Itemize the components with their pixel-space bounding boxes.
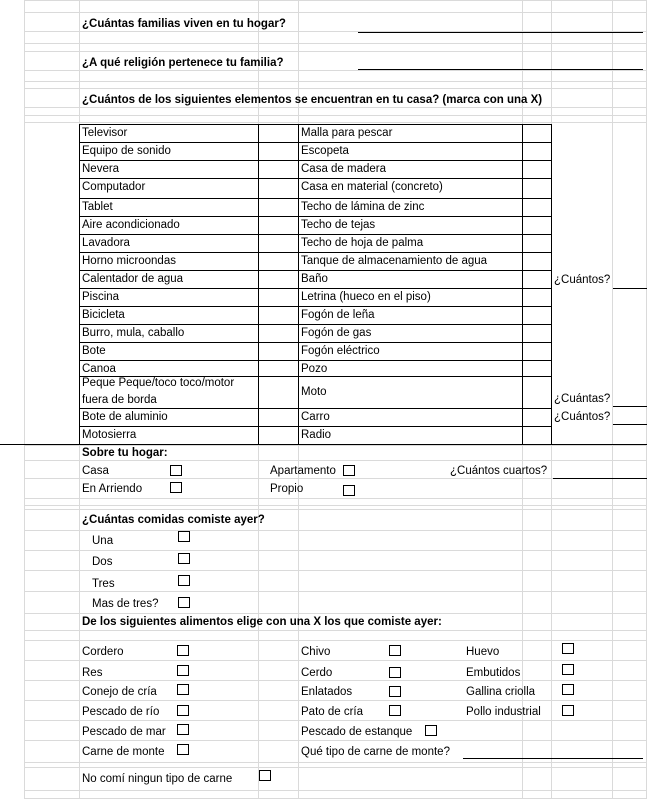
grid-row-line — [24, 505, 647, 506]
count-answer-line — [613, 424, 647, 425]
item-label: Moto — [301, 386, 327, 398]
pescado-rio-checkbox[interactable] — [177, 705, 189, 716]
item-label: Fogón de gas — [301, 327, 372, 339]
item-label: Motosierra — [82, 429, 137, 441]
grid-row-line — [24, 107, 647, 108]
question-families: ¿Cuántas familias viven en tu hogar? — [82, 18, 286, 30]
table-col-border — [298, 124, 299, 444]
pescado-mar-checkbox[interactable] — [177, 724, 189, 735]
item-label: Pozo — [301, 363, 328, 375]
food-label: Gallina criolla — [466, 686, 536, 698]
grid-row-line — [24, 88, 647, 89]
apartamento-checkbox[interactable] — [343, 465, 355, 476]
food-label: Embutidos — [466, 667, 521, 679]
item-label: Bicicleta — [82, 309, 125, 321]
table-col-border — [551, 124, 552, 444]
grid-row-line — [24, 12, 647, 13]
item-label: Tablet — [82, 201, 113, 213]
meal-option: Mas de tres? — [92, 598, 159, 610]
meals-question: ¿Cuántas comidas comiste ayer? — [82, 514, 265, 526]
count-label-moto: ¿Cuántas? — [554, 393, 611, 405]
item-label: Burro, mula, caballo — [82, 327, 185, 339]
grid-col-line — [612, 0, 613, 798]
food-label: Pollo industrial — [466, 706, 541, 718]
item-label: Horno microondas — [82, 255, 176, 267]
grid-row-line — [24, 700, 647, 701]
item-count-cell[interactable] — [523, 270, 551, 288]
table-row-border — [79, 288, 552, 289]
item-label: Televisor — [82, 127, 128, 139]
table-row-border — [79, 216, 552, 217]
grid-col-line — [24, 0, 25, 798]
res-checkbox[interactable] — [177, 665, 189, 676]
item-label: Letrina (hueco en el piso) — [301, 291, 431, 303]
food-label: Pescado de río — [82, 706, 160, 718]
embutidos-checkbox[interactable] — [562, 664, 574, 675]
conejo-checkbox[interactable] — [177, 684, 189, 695]
grid-row-line — [24, 498, 647, 499]
home-arriendo-label: En Arriendo — [82, 483, 143, 495]
table-row-border — [79, 234, 552, 235]
table-col-border — [79, 124, 80, 444]
table-row-border — [79, 306, 552, 307]
item-label: Radio — [301, 429, 332, 441]
arriendo-checkbox[interactable] — [170, 482, 182, 493]
item-label: Nevera — [82, 163, 120, 175]
cerdo-checkbox[interactable] — [389, 667, 401, 678]
table-row-border — [79, 270, 552, 271]
table-row-border — [79, 408, 552, 409]
huevo-checkbox[interactable] — [562, 643, 574, 654]
meal-option: Una — [92, 535, 114, 547]
table-row-border — [79, 198, 552, 199]
item-label: Techo de tejas — [301, 219, 376, 231]
item-label: Equipo de sonido — [82, 145, 171, 157]
question-religion: ¿A qué religión pertenece tu familia? — [82, 57, 284, 69]
grid-row-line — [24, 460, 647, 461]
table-row-border — [79, 252, 552, 253]
item-label: Casa de madera — [301, 163, 387, 175]
table-row-border — [79, 178, 552, 179]
casa-checkbox[interactable] — [170, 465, 182, 476]
grid-row-line — [24, 640, 647, 641]
item-label: Calentador de agua — [82, 273, 184, 285]
item-label: Carro — [301, 411, 330, 423]
grid-row-line — [24, 762, 647, 763]
foods-question: De los siguientes alimentos elige con una X los que comiste ayer: — [82, 616, 442, 628]
grid-row-line — [24, 790, 647, 791]
food-label: Huevo — [466, 646, 500, 658]
item-label: Techo de hoja de palma — [301, 237, 424, 249]
item-label: Piscina — [82, 291, 120, 303]
home-rooms-label: ¿Cuántos cuartos? — [450, 465, 548, 477]
table-row-border — [79, 324, 552, 325]
grid-row-line — [24, 767, 647, 768]
no-meat-label: No comí ningun tipo de carne — [82, 773, 233, 785]
propio-checkbox[interactable] — [343, 485, 355, 496]
grid-row-line — [24, 630, 647, 631]
pescado-estanque-checkbox[interactable] — [425, 725, 437, 736]
rooms-answer-line — [553, 478, 647, 479]
count-label-bano: ¿Cuántos? — [554, 274, 611, 286]
pollo-checkbox[interactable] — [562, 705, 574, 716]
item-label: fuera de borda — [82, 394, 157, 406]
food-label: Pato de cría — [301, 706, 364, 718]
item-label: Techo de lámina de zinc — [301, 201, 425, 213]
grid-row-line — [24, 51, 647, 52]
carne-monte-checkbox[interactable] — [177, 744, 189, 755]
table-row-border — [79, 426, 552, 427]
home-propio-label: Propio — [270, 483, 304, 495]
item-label: Escopeta — [301, 145, 349, 157]
religion-answer-line[interactable] — [358, 69, 643, 70]
food-label: Pescado de estanque — [301, 726, 413, 738]
food-label: Carne de monte — [82, 746, 165, 758]
item-label: Fogón de leña — [301, 309, 375, 321]
grid-row-line — [24, 43, 647, 44]
meal-option: Tres — [92, 578, 115, 590]
grid-row-line — [24, 530, 647, 531]
item-label: Fogón eléctrico — [301, 345, 380, 357]
food-label: Enlatados — [301, 686, 353, 698]
item-label: Bote de aluminio — [82, 411, 168, 423]
food-label: Pescado de mar — [82, 726, 166, 738]
grid-row-line — [24, 550, 647, 551]
no-meat-checkbox[interactable] — [259, 770, 271, 781]
home-casa-label: Casa — [82, 465, 109, 477]
table-row-border — [79, 342, 552, 343]
item-count-cell[interactable] — [523, 408, 551, 426]
grid-row-line — [24, 115, 647, 116]
meal-mas-checkbox[interactable] — [178, 597, 190, 608]
item-count-cell[interactable] — [523, 376, 551, 408]
food-label: Res — [82, 667, 103, 679]
item-label: Aire acondicionado — [82, 219, 180, 231]
section-divider — [0, 444, 647, 445]
table-row-border — [79, 160, 552, 161]
home-apartamento-label: Apartamento — [270, 465, 336, 477]
food-label: Qué tipo de carne de monte? — [301, 746, 450, 758]
item-label: Baño — [301, 273, 328, 285]
count-label-carro: ¿Cuántos? — [554, 411, 611, 423]
grid-row-line — [24, 660, 647, 661]
meal-tres-checkbox[interactable] — [178, 575, 190, 586]
food-label: Cerdo — [301, 667, 333, 679]
grid-row-line — [24, 81, 647, 82]
table-row-border — [79, 360, 552, 361]
grid-row-line — [24, 591, 647, 592]
grid-row-line — [24, 613, 647, 614]
grid-row-line — [24, 740, 647, 741]
meal-dos-checkbox[interactable] — [178, 553, 190, 564]
enlatados-checkbox[interactable] — [389, 686, 401, 697]
meal-una-checkbox[interactable] — [178, 531, 190, 542]
count-answer-line — [613, 406, 647, 407]
table-col-border — [258, 124, 259, 444]
cordero-checkbox[interactable] — [177, 645, 189, 656]
gallina-checkbox[interactable] — [562, 684, 574, 695]
item-label: Tanque de almacenamiento de agua — [301, 255, 488, 267]
food-label: Conejo de cría — [82, 686, 157, 698]
item-label: Lavadora — [82, 237, 130, 249]
chivo-checkbox[interactable] — [389, 645, 401, 656]
carne-monte-type-line[interactable] — [463, 758, 643, 759]
question-elements: ¿Cuántos de los siguientes elementos se encuentran en tu casa? (marca con una X) — [82, 94, 543, 106]
item-label: Peque Peque/toco toco/motor — [82, 377, 235, 389]
table-row-border — [79, 142, 552, 143]
meal-option: Dos — [92, 556, 113, 568]
home-title: Sobre tu hogar: — [82, 447, 168, 459]
grid-row-line — [24, 680, 647, 681]
grid-row-line — [24, 0, 647, 1]
item-count-cell[interactable] — [523, 124, 551, 142]
item-label: Computador — [82, 181, 146, 193]
grid-row-line — [24, 70, 647, 71]
table-row-border — [79, 124, 552, 125]
grid-row-line — [24, 122, 647, 123]
item-label: Casa en material (concreto) — [301, 181, 443, 193]
item-label: Canoa — [82, 363, 116, 375]
item-label: Bote — [82, 345, 106, 357]
pato-checkbox[interactable] — [389, 705, 401, 716]
count-answer-line — [613, 288, 647, 289]
grid-row-line — [24, 720, 647, 721]
grid-row-line — [24, 570, 647, 571]
food-label: Cordero — [82, 646, 124, 658]
item-label: Malla para pescar — [301, 127, 393, 139]
food-label: Chivo — [301, 646, 331, 658]
families-answer-line[interactable] — [358, 32, 643, 33]
grid-row-line — [24, 509, 647, 510]
